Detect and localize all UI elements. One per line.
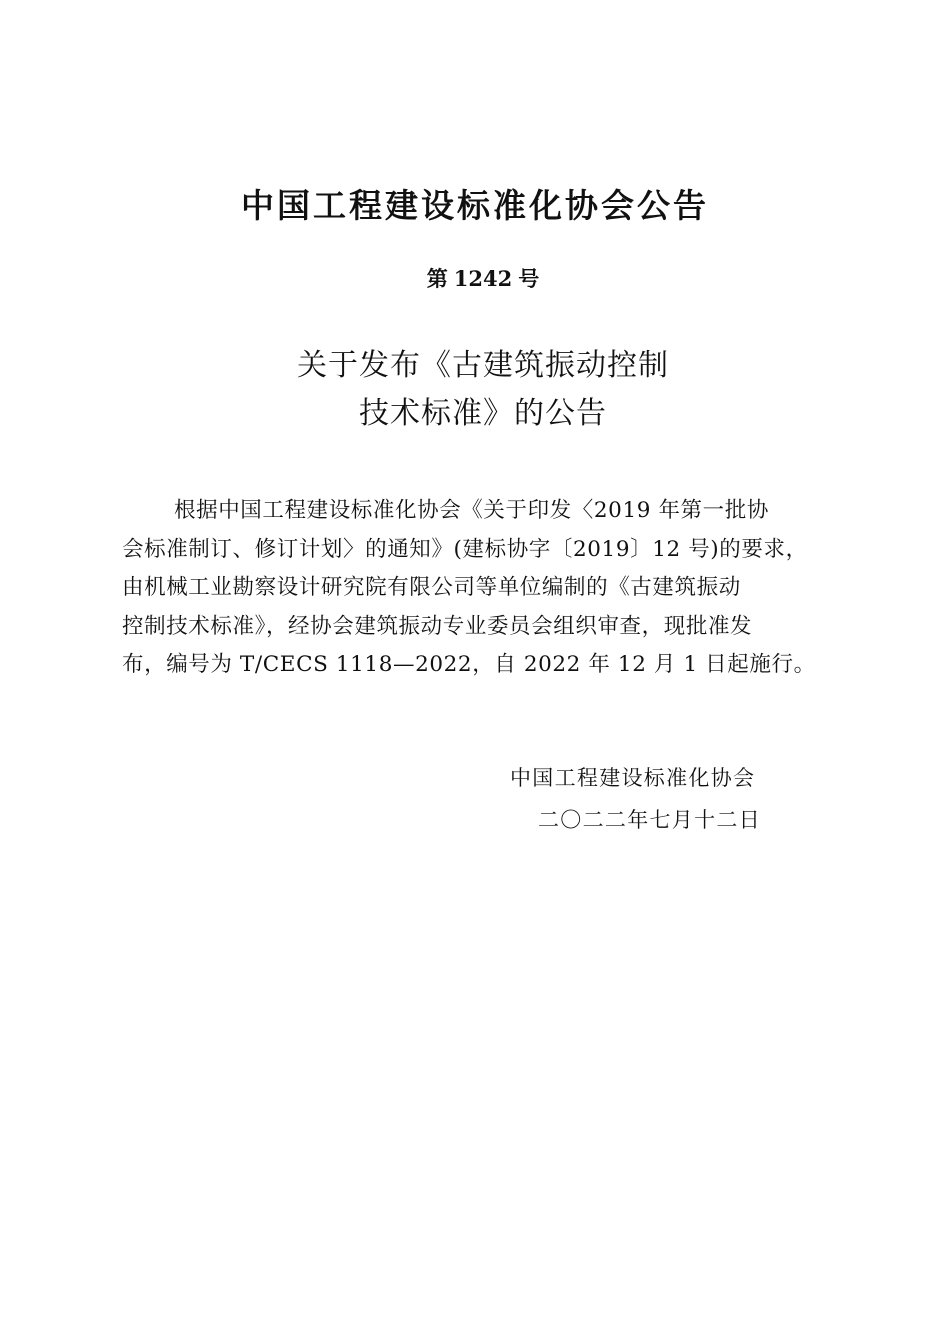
number-prefix: 第 — [426, 267, 448, 291]
announcement-number — [0, 264, 950, 294]
number-suffix: 号 — [518, 267, 540, 291]
body-line: 控制技术标准》，经协会建筑振动专业委员会组织审查，现批准发 — [122, 613, 753, 639]
subject-line-2: 技术标准》的公告 — [359, 396, 607, 431]
subject-line-1: 关于发布《古建筑振动控制 — [297, 348, 669, 383]
body-line: 布，编号为 T/CECS 1118—2022，自 2022 年 12 月 1 日起施行。 — [122, 652, 816, 677]
body-line: 根据中国工程建设标准化协会《关于印发〈2019 年第一批协 — [174, 498, 769, 523]
signature-organization: 中国工程建设标准化协会 — [510, 766, 756, 790]
number-value: 1242 — [453, 266, 513, 291]
body-line: 由机械工业勘察设计研究院有限公司等单位编制的《古建筑振动 — [122, 575, 741, 600]
announcement-heading: 中国工程建设标准化协会公告 — [241, 186, 709, 225]
announcement-body — [122, 492, 844, 685]
body-line: 会标准制订、修订计划〉的通知》(建标协字〔2019〕12 号)的要求， — [122, 536, 808, 562]
signature-date: 二〇二二年七月十二日 — [538, 808, 761, 832]
announcement-subject — [0, 342, 950, 438]
